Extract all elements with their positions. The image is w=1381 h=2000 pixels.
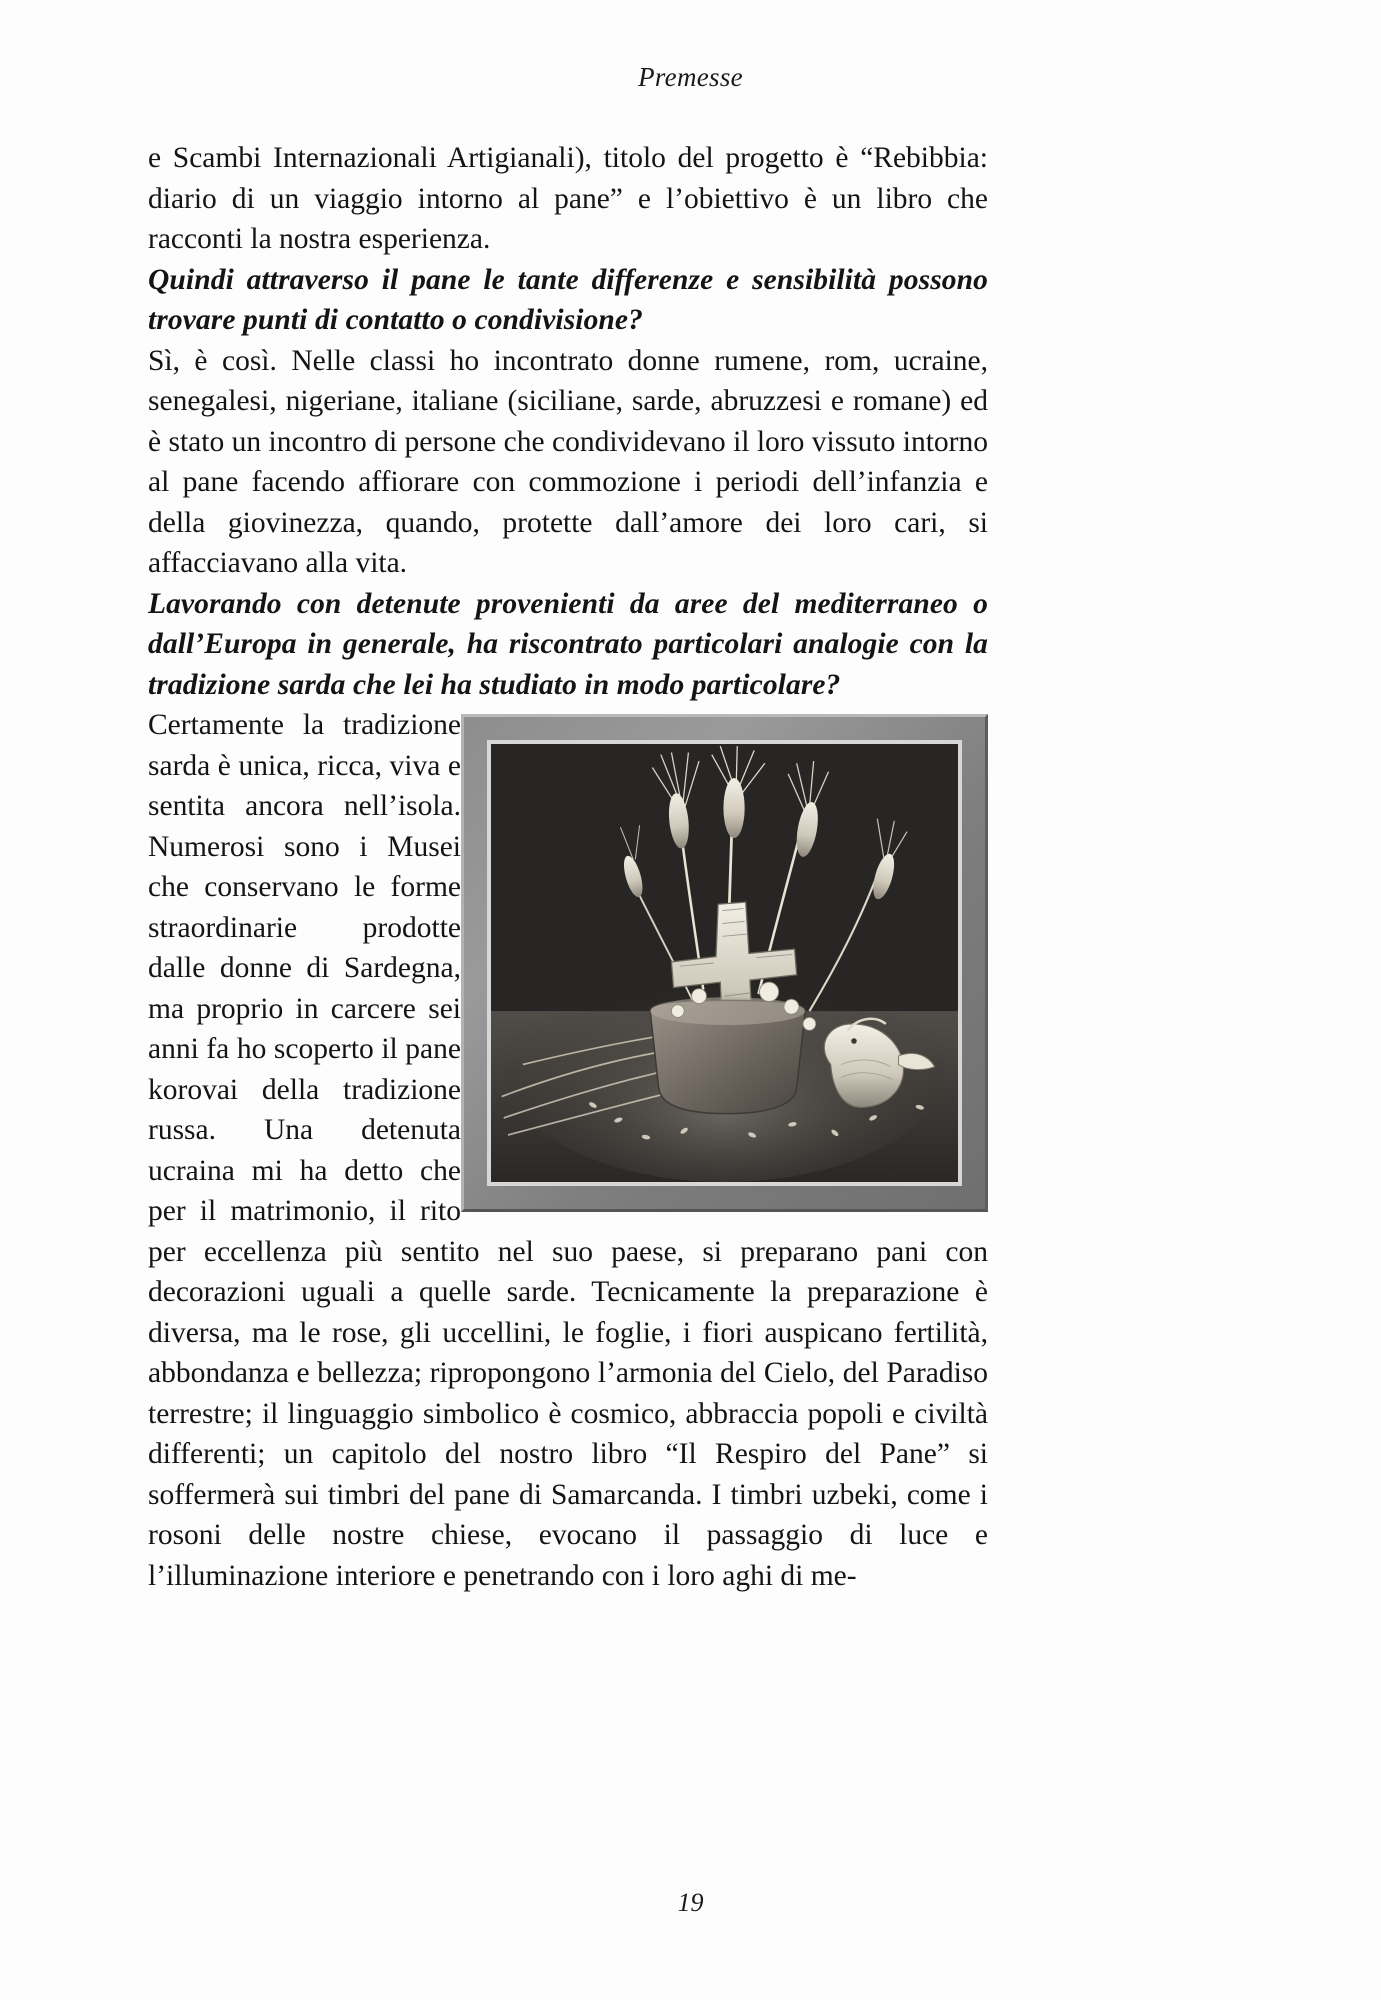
- bread-sculpture-illustration: [491, 744, 958, 1182]
- running-head: Premesse: [638, 62, 743, 92]
- interview-answer-2: Certamente la tradizione sarda è unica, ricca, viva e sentita ancora nell’isola. Numerosi sono i Musei che conservano le forme straordinarie prodotte dalle donne di Sardegna, ma proprio in carcere sei anni fa ho scoperto il pane korovai della tradizione russa. Una detenuta ucraina mi ha detto che per il matrimonio, il rito per eccellenza più sentito nel suo paese, si preparano pani con decorazioni uguali a quelle sarde. Tecnicamente la preparazione è diversa, ma le rose, gli uccellini, le foglie, i fiori auspicano fertilità, abbondanza e bellezza; ripropongono l’armonia del Cielo, del Paradiso terrestre; il linguaggio simbolico è cosmico, abbraccia popoli e civiltà differenti; un capitolo del nostro libro “Il Respiro del Pane” si soffermerà sui timbri del pane di Samarcanda. I timbri uzbeki, come i rosoni delle nostre chiese, evocano il passaggio di luce e l’illuminazione interiore e penetrando con i loro aghi di me-: [148, 709, 988, 1592]
- photo-image: [491, 744, 958, 1182]
- interview-question-2: Lavorando con detenute provenienti da aree del mediterraneo o dall’Europa in generale, ha riscontrato particolari analogie con la tradizione sarda che lei ha studiato in modo particolare?: [148, 587, 988, 701]
- figure-photograph: [461, 714, 988, 1212]
- interview-question-1: Quindi attraverso il pane le tante differenze e sensibilità possono trovare punti di contatto o condivisione?: [148, 263, 988, 336]
- photo-inner-border: [487, 740, 962, 1186]
- photo-frame: [461, 714, 988, 1212]
- page-number: 19: [677, 1888, 704, 1917]
- interview-answer-1: Sì, è così. Nelle classi ho incontrato donne rumene, rom, ucraine, senegalesi, nigeriane, italiane (siciliane, sarde, abruzzesi e romane) ed è stato un incontro di persone che condividevano il loro vissuto intorno al pane facendo affiorare con commozione i periodi dell’infanzia e della giovinezza, quando, protette dall’amore dei loro cari, si affacciavano alla vita.: [148, 344, 988, 579]
- body-text-column: [148, 138, 988, 1596]
- paragraph-continuation: e Scambi Internazionali Artigianali), titolo del progetto è “Rebibbia: diario di un viaggio intorno al pane” e l’obiettivo è un libro che racconti la nostra esperienza.: [148, 142, 988, 255]
